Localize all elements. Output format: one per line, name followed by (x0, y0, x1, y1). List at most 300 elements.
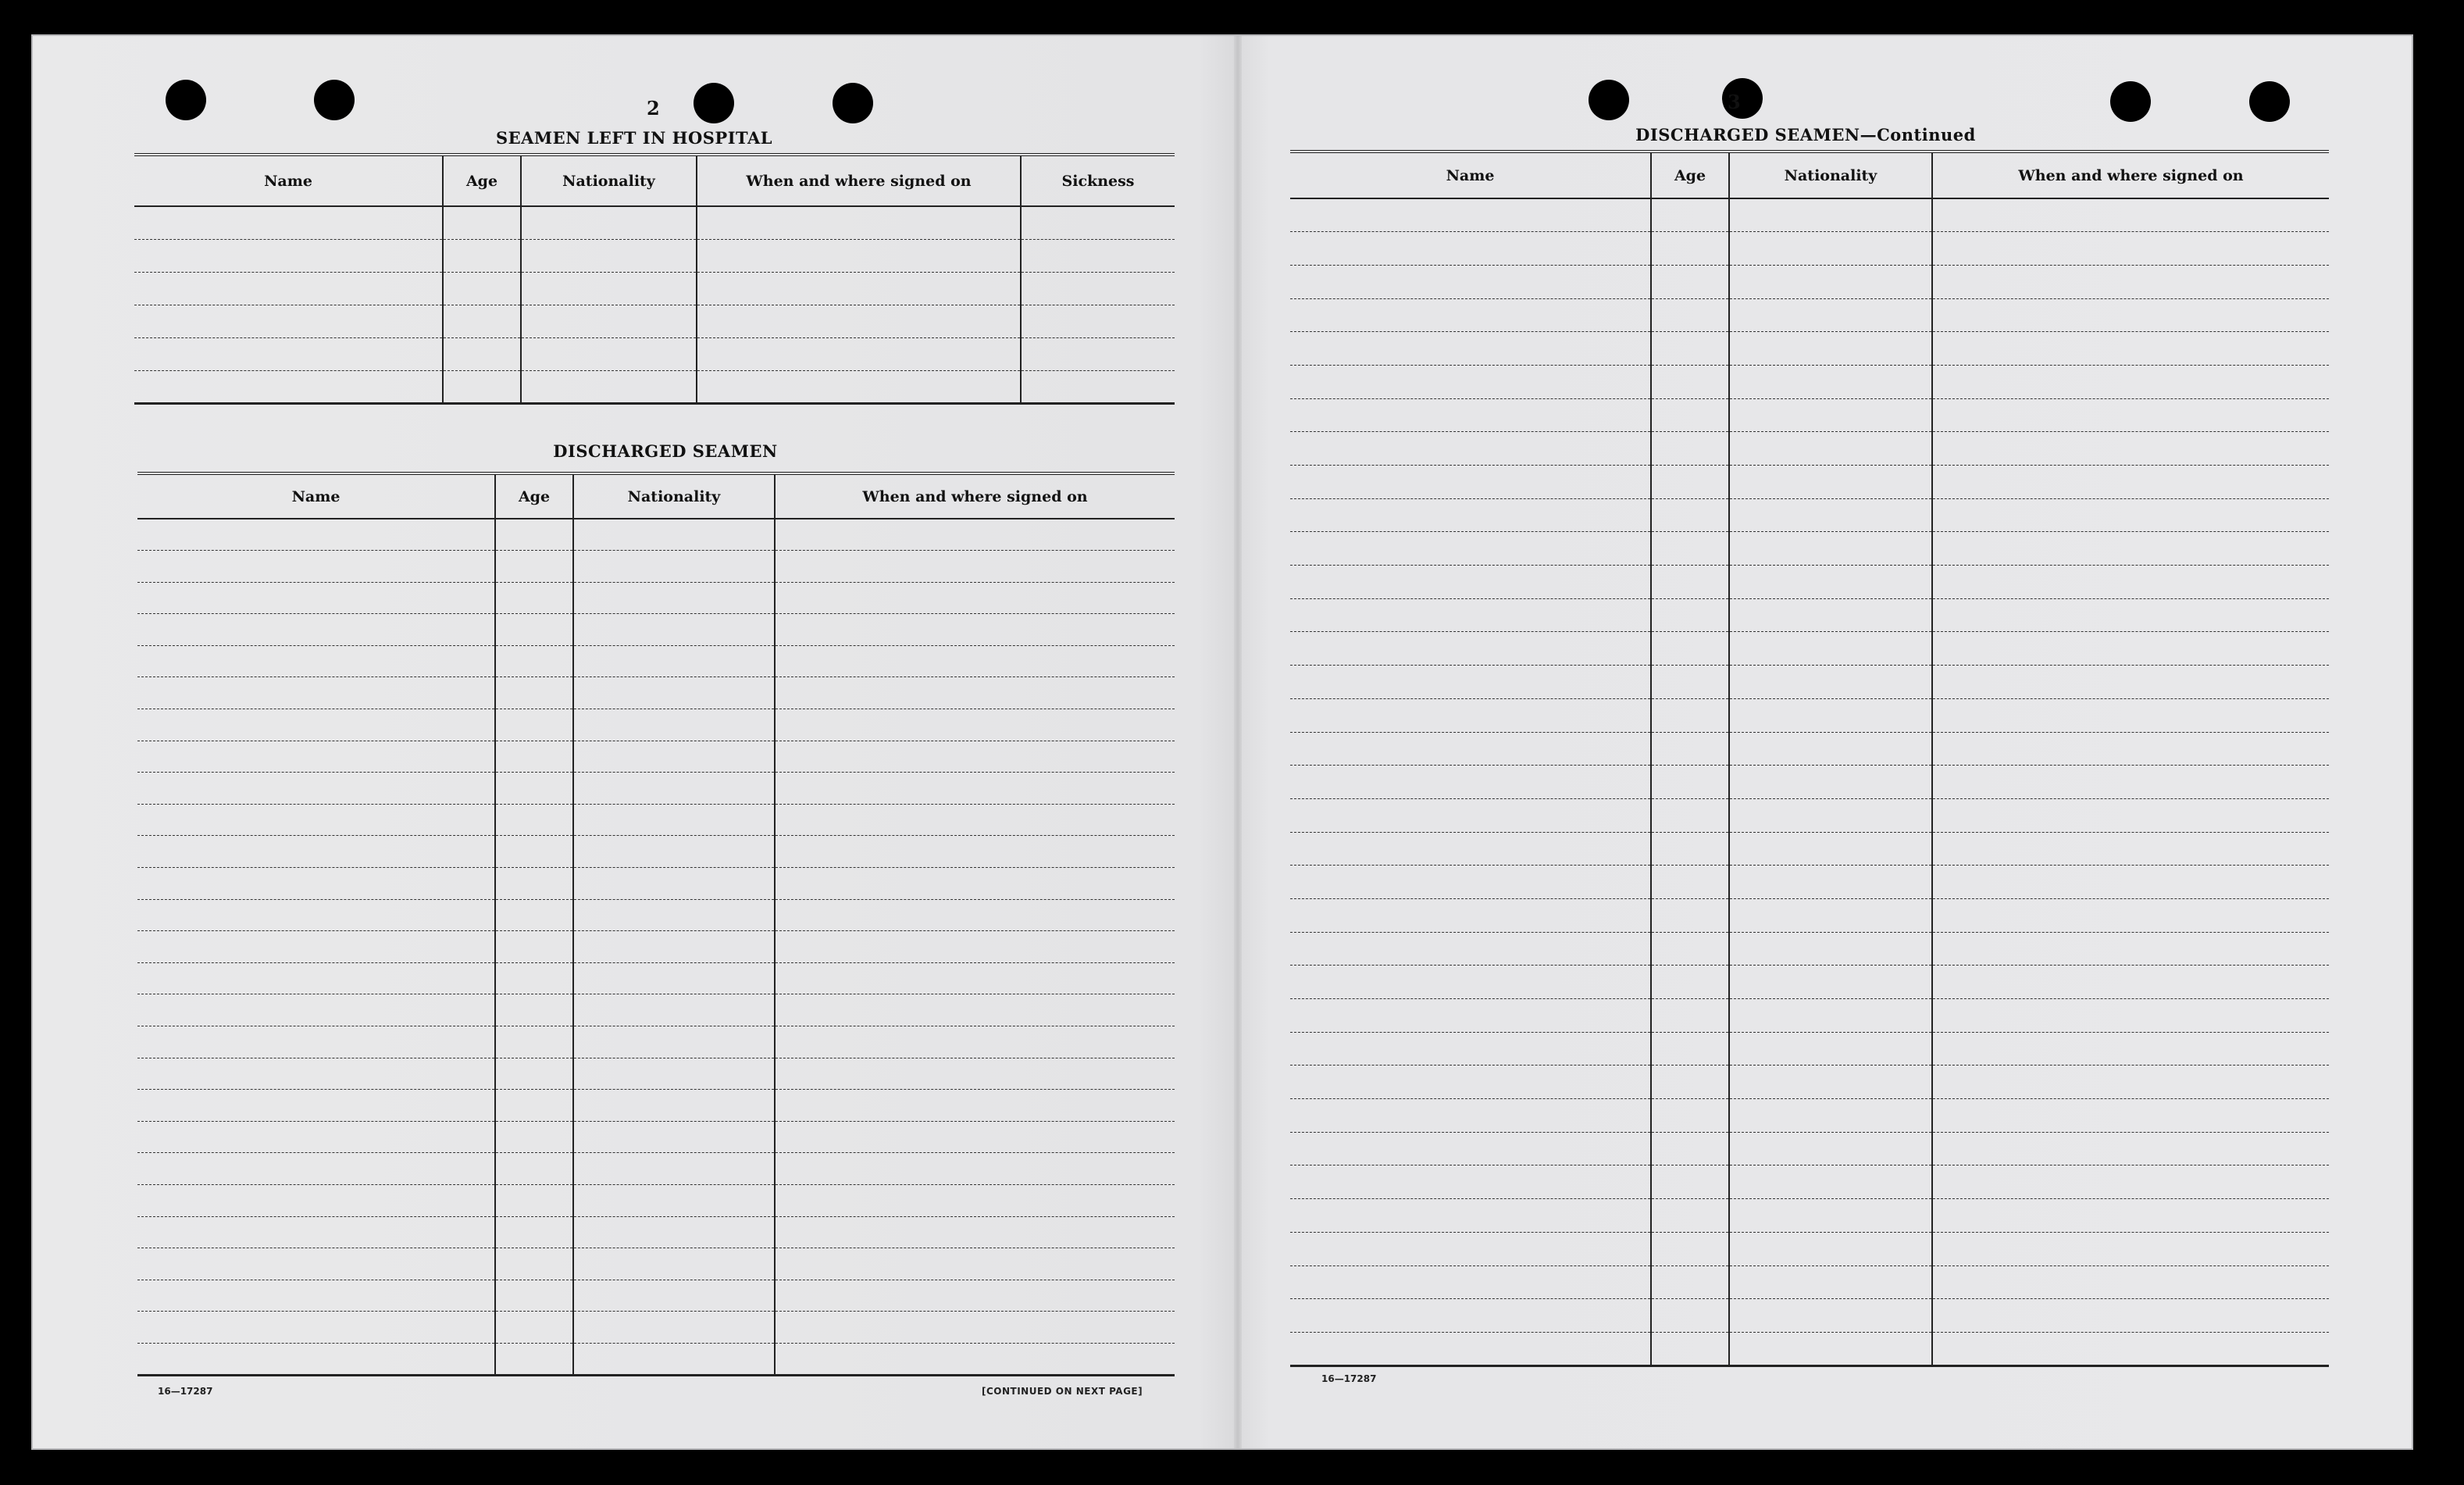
blank-cell[interactable] (1651, 1299, 1729, 1333)
blank-cell[interactable] (495, 931, 573, 963)
blank-cell[interactable] (137, 1090, 495, 1122)
blank-cell[interactable] (775, 1312, 1175, 1344)
blank-cell[interactable] (137, 551, 495, 583)
blank-cell[interactable] (137, 994, 495, 1026)
blank-cell[interactable] (1290, 398, 1651, 432)
blank-cell[interactable] (1290, 632, 1651, 666)
blank-cell[interactable] (495, 899, 573, 931)
blank-cell[interactable] (573, 1248, 775, 1280)
blank-cell[interactable] (573, 645, 775, 677)
blank-cell[interactable] (697, 337, 1021, 370)
blank-cell[interactable] (495, 614, 573, 646)
blank-cell[interactable] (775, 899, 1175, 931)
blank-cell[interactable] (443, 337, 521, 370)
blank-cell[interactable] (443, 272, 521, 305)
blank-cell[interactable] (1651, 532, 1729, 566)
blank-cell[interactable] (137, 804, 495, 836)
blank-cell[interactable] (573, 868, 775, 900)
blank-cell[interactable] (137, 1058, 495, 1090)
blank-cell[interactable] (1651, 999, 1729, 1033)
blank-cell[interactable] (1290, 332, 1651, 366)
blank-cell[interactable] (137, 1248, 495, 1280)
blank-cell[interactable] (495, 645, 573, 677)
blank-cell[interactable] (137, 582, 495, 614)
blank-cell[interactable] (495, 1121, 573, 1153)
blank-cell[interactable] (1651, 932, 1729, 966)
blank-cell[interactable] (1932, 198, 2329, 232)
blank-cell[interactable] (1651, 1265, 1729, 1299)
blank-cell[interactable] (521, 206, 697, 239)
table-row (137, 582, 1175, 614)
blank-cell[interactable] (1651, 466, 1729, 499)
blank-cell[interactable] (1651, 332, 1729, 366)
blank-cell[interactable] (1290, 732, 1651, 766)
table-row (1290, 732, 2329, 766)
blank-cell[interactable] (775, 519, 1175, 551)
blank-cell[interactable] (134, 272, 443, 305)
blank-cell[interactable] (521, 305, 697, 337)
blank-cell[interactable] (1021, 206, 1175, 239)
blank-cell[interactable] (1932, 432, 2329, 466)
blank-cell[interactable] (573, 1121, 775, 1153)
blank-cell[interactable] (573, 1184, 775, 1216)
blank-cell[interactable] (137, 709, 495, 741)
blank-cell[interactable] (573, 1026, 775, 1058)
blank-cell[interactable] (697, 206, 1021, 239)
blank-cell[interactable] (1729, 866, 1932, 899)
blank-cell[interactable] (1651, 698, 1729, 732)
blank-cell[interactable] (1729, 498, 1932, 532)
blank-cell[interactable] (1651, 498, 1729, 532)
blank-cell[interactable] (1290, 365, 1651, 398)
blank-cell[interactable] (775, 1058, 1175, 1090)
blank-cell[interactable] (1932, 466, 2329, 499)
blank-cell[interactable] (1729, 732, 1932, 766)
blank-cell[interactable] (1290, 832, 1651, 866)
blank-cell[interactable] (495, 519, 573, 551)
blank-cell[interactable] (495, 868, 573, 900)
blank-cell[interactable] (1729, 1332, 1932, 1365)
blank-cell[interactable] (1729, 932, 1932, 966)
blank-cell[interactable] (1021, 272, 1175, 305)
blank-cell[interactable] (775, 582, 1175, 614)
blank-cell[interactable] (1651, 265, 1729, 298)
blank-cell[interactable] (775, 551, 1175, 583)
blank-cell[interactable] (1021, 239, 1175, 272)
blank-cell[interactable] (1932, 1265, 2329, 1299)
blank-cell[interactable] (495, 709, 573, 741)
blank-cell[interactable] (495, 741, 573, 773)
blank-cell[interactable] (1651, 1099, 1729, 1133)
document-paper (31, 34, 2413, 1450)
blank-cell[interactable] (1729, 666, 1932, 699)
blank-cell[interactable] (1290, 866, 1651, 899)
blank-cell[interactable] (775, 836, 1175, 868)
blank-cell[interactable] (775, 1280, 1175, 1312)
blank-cell[interactable] (1932, 766, 2329, 799)
blank-cell[interactable] (1290, 298, 1651, 332)
blank-cell[interactable] (573, 931, 775, 963)
table-row (1290, 698, 2329, 732)
blank-cell[interactable] (573, 677, 775, 709)
blank-cell[interactable] (495, 1184, 573, 1216)
blank-cell[interactable] (1651, 598, 1729, 632)
blank-cell[interactable] (1651, 798, 1729, 832)
blank-cell[interactable] (1651, 666, 1729, 699)
blank-cell[interactable] (1651, 232, 1729, 266)
blank-cell[interactable] (1932, 632, 2329, 666)
blank-cell[interactable] (1932, 999, 2329, 1033)
blank-cell[interactable] (495, 582, 573, 614)
blank-cell[interactable] (1729, 898, 1932, 932)
blank-cell[interactable] (1932, 1199, 2329, 1233)
blank-cell[interactable] (775, 868, 1175, 900)
blank-cell[interactable] (1729, 1265, 1932, 1299)
table-row (1290, 1332, 2329, 1365)
blank-cell[interactable] (573, 836, 775, 868)
blank-cell[interactable] (1932, 398, 2329, 432)
blank-cell[interactable] (1290, 999, 1651, 1033)
blank-cell[interactable] (775, 994, 1175, 1026)
blank-cell[interactable] (495, 773, 573, 805)
blank-cell[interactable] (573, 1343, 775, 1375)
blank-cell[interactable] (1729, 432, 1932, 466)
blank-cell[interactable] (1651, 198, 1729, 232)
blank-cell[interactable] (137, 1343, 495, 1375)
blank-cell[interactable] (1290, 198, 1651, 232)
blank-cell[interactable] (697, 272, 1021, 305)
blank-cell[interactable] (573, 962, 775, 994)
blank-cell[interactable] (1729, 566, 1932, 599)
blank-cell[interactable] (1932, 498, 2329, 532)
blank-cell[interactable] (443, 206, 521, 239)
blank-cell[interactable] (1290, 1032, 1651, 1066)
blank-cell[interactable] (1651, 1066, 1729, 1099)
blank-cell[interactable] (1290, 1166, 1651, 1199)
blank-cell[interactable] (1290, 1265, 1651, 1299)
blank-cell[interactable] (775, 931, 1175, 963)
blank-cell[interactable] (1932, 1299, 2329, 1333)
page-number: 3 (1728, 91, 1741, 113)
blank-cell[interactable] (697, 305, 1021, 337)
blank-cell[interactable] (1932, 832, 2329, 866)
blank-cell[interactable] (1290, 598, 1651, 632)
column-header-when-and-where-signed-on: When and where signed on (775, 473, 1175, 519)
blank-cell[interactable] (1290, 1099, 1651, 1133)
blank-cell[interactable] (1729, 332, 1932, 366)
blank-cell[interactable] (573, 519, 775, 551)
blank-cell[interactable] (137, 1121, 495, 1153)
blank-cell[interactable] (521, 370, 697, 403)
blank-cell[interactable] (495, 551, 573, 583)
blank-cell[interactable] (1932, 232, 2329, 266)
blank-cell[interactable] (1651, 1132, 1729, 1166)
blank-cell[interactable] (137, 645, 495, 677)
blank-cell[interactable] (573, 709, 775, 741)
blank-cell[interactable] (137, 1026, 495, 1058)
blank-cell[interactable] (1290, 1299, 1651, 1333)
blank-cell[interactable] (1651, 298, 1729, 332)
blank-cell[interactable] (1729, 1132, 1932, 1166)
blank-cell[interactable] (775, 1184, 1175, 1216)
table-row (137, 1153, 1175, 1185)
blank-cell[interactable] (1290, 566, 1651, 599)
blank-cell[interactable] (1651, 1232, 1729, 1265)
blank-cell[interactable] (1729, 1166, 1932, 1199)
blank-cell[interactable] (1729, 1199, 1932, 1233)
blank-cell[interactable] (573, 1312, 775, 1344)
blank-cell[interactable] (573, 1216, 775, 1248)
blank-cell[interactable] (1729, 632, 1932, 666)
table-row (137, 1090, 1175, 1122)
blank-cell[interactable] (1729, 466, 1932, 499)
blank-cell[interactable] (137, 1280, 495, 1312)
column-header-age: Age (1651, 152, 1729, 198)
blank-cell[interactable] (1729, 966, 1932, 999)
blank-cell[interactable] (1932, 298, 2329, 332)
blank-cell[interactable] (521, 239, 697, 272)
blank-cell[interactable] (697, 370, 1021, 403)
blank-cell[interactable] (1932, 698, 2329, 732)
blank-cell[interactable] (521, 272, 697, 305)
blank-cell[interactable] (1651, 1032, 1729, 1066)
blank-cell[interactable] (573, 582, 775, 614)
table-row (1290, 1199, 2329, 1233)
blank-cell[interactable] (495, 1216, 573, 1248)
blank-cell[interactable] (1651, 432, 1729, 466)
blank-cell[interactable] (1729, 1032, 1932, 1066)
blank-cell[interactable] (1932, 732, 2329, 766)
blank-cell[interactable] (1290, 532, 1651, 566)
blank-cell[interactable] (775, 677, 1175, 709)
blank-cell[interactable] (775, 1248, 1175, 1280)
blank-cell[interactable] (1932, 1066, 2329, 1099)
blank-cell[interactable] (1290, 1232, 1651, 1265)
blank-cell[interactable] (1932, 1132, 2329, 1166)
blank-cell[interactable] (1290, 966, 1651, 999)
table-row (1290, 1299, 2329, 1333)
blank-cell[interactable] (1290, 666, 1651, 699)
blank-cell[interactable] (1729, 999, 1932, 1033)
blank-cell[interactable] (1932, 898, 2329, 932)
blank-cell[interactable] (495, 962, 573, 994)
blank-cell[interactable] (1932, 1099, 2329, 1133)
blank-cell[interactable] (1290, 698, 1651, 732)
blank-cell[interactable] (573, 804, 775, 836)
blank-cell[interactable] (1729, 298, 1932, 332)
blank-cell[interactable] (1290, 498, 1651, 532)
blank-cell[interactable] (1729, 365, 1932, 398)
blank-cell[interactable] (134, 206, 443, 239)
blank-cell[interactable] (1729, 698, 1932, 732)
blank-cell[interactable] (1290, 265, 1651, 298)
blank-cell[interactable] (775, 962, 1175, 994)
blank-cell[interactable] (134, 337, 443, 370)
blank-cell[interactable] (495, 994, 573, 1026)
blank-cell[interactable] (1729, 766, 1932, 799)
blank-cell[interactable] (1290, 1332, 1651, 1365)
blank-cell[interactable] (1932, 966, 2329, 999)
blank-cell[interactable] (495, 1312, 573, 1344)
blank-cell[interactable] (1932, 365, 2329, 398)
blank-cell[interactable] (137, 836, 495, 868)
blank-cell[interactable] (495, 677, 573, 709)
blank-cell[interactable] (1290, 932, 1651, 966)
blank-cell[interactable] (775, 645, 1175, 677)
blank-cell[interactable] (775, 804, 1175, 836)
blank-cell[interactable] (137, 519, 495, 551)
blank-cell[interactable] (1021, 305, 1175, 337)
blank-cell[interactable] (495, 804, 573, 836)
blank-cell[interactable] (1729, 598, 1932, 632)
blank-cell[interactable] (775, 709, 1175, 741)
blank-cell[interactable] (443, 370, 521, 403)
table-row (137, 709, 1175, 741)
blank-cell[interactable] (137, 1216, 495, 1248)
blank-cell[interactable] (137, 868, 495, 900)
blank-cell[interactable] (1651, 766, 1729, 799)
blank-cell[interactable] (1290, 898, 1651, 932)
blank-cell[interactable] (495, 1248, 573, 1280)
blank-cell[interactable] (137, 1312, 495, 1344)
blank-cell[interactable] (1651, 398, 1729, 432)
blank-cell[interactable] (1729, 1099, 1932, 1133)
blank-cell[interactable] (1932, 866, 2329, 899)
blank-cell[interactable] (495, 1058, 573, 1090)
blank-cell[interactable] (495, 1280, 573, 1312)
blank-cell[interactable] (1651, 832, 1729, 866)
blank-cell[interactable] (137, 931, 495, 963)
blank-cell[interactable] (573, 614, 775, 646)
blank-cell[interactable] (1290, 432, 1651, 466)
table-row (137, 519, 1175, 551)
blank-cell[interactable] (1729, 1232, 1932, 1265)
blank-cell[interactable] (1290, 1066, 1651, 1099)
blank-cell[interactable] (137, 677, 495, 709)
blank-cell[interactable] (1290, 1199, 1651, 1233)
blank-cell[interactable] (775, 614, 1175, 646)
table-row (137, 994, 1175, 1026)
blank-cell[interactable] (495, 1090, 573, 1122)
blank-cell[interactable] (1021, 370, 1175, 403)
blank-cell[interactable] (1729, 532, 1932, 566)
blank-cell[interactable] (1290, 1132, 1651, 1166)
blank-cell[interactable] (775, 773, 1175, 805)
blank-cell[interactable] (443, 239, 521, 272)
blank-cell[interactable] (573, 1280, 775, 1312)
blank-cell[interactable] (775, 1153, 1175, 1185)
blank-cell[interactable] (1729, 198, 1932, 232)
blank-cell[interactable] (775, 1121, 1175, 1153)
table-row (137, 1184, 1175, 1216)
blank-cell[interactable] (1021, 337, 1175, 370)
blank-cell[interactable] (1651, 1166, 1729, 1199)
blank-cell[interactable] (1729, 265, 1932, 298)
blank-cell[interactable] (1729, 832, 1932, 866)
table-row (137, 1280, 1175, 1312)
blank-cell[interactable] (1932, 598, 2329, 632)
blank-cell[interactable] (697, 239, 1021, 272)
blank-cell[interactable] (1651, 365, 1729, 398)
blank-cell[interactable] (134, 370, 443, 403)
blank-cell[interactable] (1290, 466, 1651, 499)
blank-cell[interactable] (1290, 798, 1651, 832)
blank-cell[interactable] (1651, 866, 1729, 899)
blank-cell[interactable] (521, 337, 697, 370)
blank-cell[interactable] (1290, 232, 1651, 266)
blank-cell[interactable] (1932, 932, 2329, 966)
blank-cell[interactable] (1729, 232, 1932, 266)
blank-cell[interactable] (1651, 898, 1729, 932)
blank-cell[interactable] (573, 994, 775, 1026)
table-row (137, 899, 1175, 931)
blank-cell[interactable] (1651, 1199, 1729, 1233)
blank-cell[interactable] (137, 1153, 495, 1185)
blank-cell[interactable] (1651, 1332, 1729, 1365)
blank-cell[interactable] (495, 1153, 573, 1185)
blank-cell[interactable] (1290, 766, 1651, 799)
blank-cell[interactable] (573, 899, 775, 931)
blank-cell[interactable] (443, 305, 521, 337)
blank-cell[interactable] (495, 1026, 573, 1058)
blank-cell[interactable] (137, 899, 495, 931)
blank-cell[interactable] (1932, 1232, 2329, 1265)
blank-cell[interactable] (1932, 798, 2329, 832)
blank-cell[interactable] (775, 741, 1175, 773)
blank-cell[interactable] (775, 1216, 1175, 1248)
blank-cell[interactable] (1651, 966, 1729, 999)
blank-cell[interactable] (573, 1153, 775, 1185)
blank-cell[interactable] (1729, 1299, 1932, 1333)
blank-cell[interactable] (573, 1090, 775, 1122)
table-row (1290, 766, 2329, 799)
blank-cell[interactable] (137, 741, 495, 773)
blank-cell[interactable] (573, 741, 775, 773)
blank-cell[interactable] (1729, 398, 1932, 432)
blank-cell[interactable] (1932, 1166, 2329, 1199)
blank-cell[interactable] (1651, 566, 1729, 599)
table-row (1290, 1265, 2329, 1299)
blank-cell[interactable] (1932, 532, 2329, 566)
blank-cell[interactable] (1651, 632, 1729, 666)
table-row (1290, 265, 2329, 298)
blank-cell[interactable] (775, 1343, 1175, 1375)
blank-cell[interactable] (775, 1090, 1175, 1122)
blank-cell[interactable] (573, 551, 775, 583)
blank-cell[interactable] (1932, 566, 2329, 599)
blank-cell[interactable] (495, 1343, 573, 1375)
blank-cell[interactable] (775, 1026, 1175, 1058)
blank-cell[interactable] (1729, 798, 1932, 832)
discharged-table (137, 472, 1175, 1376)
blank-cell[interactable] (137, 773, 495, 805)
blank-cell[interactable] (1932, 332, 2329, 366)
blank-cell[interactable] (573, 773, 775, 805)
blank-cell[interactable] (134, 239, 443, 272)
blank-cell[interactable] (1932, 1332, 2329, 1365)
blank-cell[interactable] (1932, 1032, 2329, 1066)
blank-cell[interactable] (1651, 732, 1729, 766)
blank-cell[interactable] (495, 836, 573, 868)
blank-cell[interactable] (1729, 1066, 1932, 1099)
blank-cell[interactable] (137, 614, 495, 646)
blank-cell[interactable] (134, 305, 443, 337)
blank-cell[interactable] (137, 1184, 495, 1216)
blank-cell[interactable] (1932, 666, 2329, 699)
blank-cell[interactable] (573, 1058, 775, 1090)
blank-cell[interactable] (137, 962, 495, 994)
blank-cell[interactable] (1932, 265, 2329, 298)
